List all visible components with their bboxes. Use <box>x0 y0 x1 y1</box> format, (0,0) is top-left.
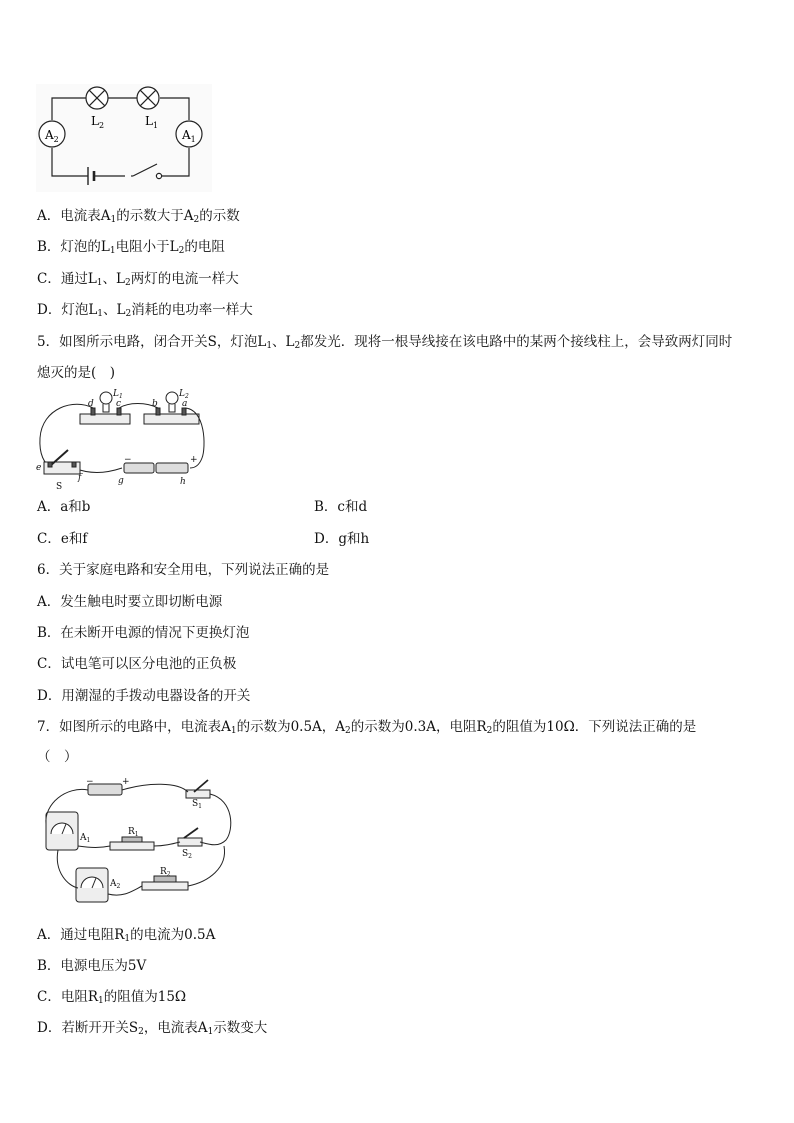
q5-label-s: S <box>56 482 63 492</box>
figure-circuit-q5 <box>34 388 210 492</box>
q5-label-minus: − <box>124 455 132 465</box>
svg-text:A2: $A_2$ <box>45 128 59 144</box>
q6-option-b[interactable]: B．在未断开电源的情况下更换灯泡 <box>37 625 250 641</box>
q5-label-l1: $L_1$ <box>113 389 123 400</box>
q7-option-a[interactable]: A．通过电阻$R_1$的电流为0.5A <box>37 927 216 944</box>
q7-label-a1: $A_1$ <box>80 833 91 844</box>
q5-label-plus: + <box>190 455 198 465</box>
q4-option-b[interactable]: B．灯泡的$L_1$电阻小于$L_2$的电阻 <box>37 239 225 256</box>
q4-option-c[interactable]: C．通过$L_1$、$L_2$两灯的电流一样大 <box>37 271 239 288</box>
q5-stem-line1: 5．如图所示电路，闭合开关S，灯泡$L_1$、$L_2$都发光．现将一根导线接在该电路中的某两个接线柱上，会导致两灯同时 <box>37 334 733 351</box>
q7-option-c[interactable]: C．电阻$R_1$的阻值为15Ω <box>37 989 187 1006</box>
q6-option-d[interactable]: D．用潮湿的手拨动电器设备的开关 <box>37 688 251 704</box>
q5-label-f: f <box>78 473 82 483</box>
q7-stem-line1: 7．如图所示的电路中，电流表$A_1$的示数为0.5A，$A_2$的示数为0.3A，电阻$R_2$的阻值为10Ω．下列说法正确的是 <box>37 719 697 736</box>
q7-label-minus: − <box>86 777 94 787</box>
q5-label-a: a <box>182 399 188 409</box>
q6-option-a[interactable]: A．发生触电时要立即切断电源 <box>37 594 223 610</box>
q7-label-s1: $S_1$ <box>192 799 202 810</box>
figure-circuit-q7 <box>38 776 238 908</box>
q7-option-b[interactable]: B．电源电压为5V <box>37 958 147 974</box>
q4-option-d[interactable]: D．灯泡$L_1$、$L_2$消耗的电功率一样大 <box>37 302 253 319</box>
q5-label-g: g <box>118 476 124 486</box>
q5-label-c: c <box>116 399 122 409</box>
q6-option-c[interactable]: C．试电笔可以区分电池的正负极 <box>37 656 237 672</box>
q5-stem-line2: 熄灭的是( ) <box>37 365 116 381</box>
q7-label-r1: $R_1$ <box>128 827 139 838</box>
q5-label-b: b <box>152 399 158 409</box>
q7-label-plus: + <box>122 777 130 787</box>
q5-label-l2: $L_2$ <box>179 389 189 400</box>
q5-option-b[interactable]: B．c和d <box>314 499 368 515</box>
q5-label-d: d <box>88 399 94 409</box>
q7-stem-line2: （ ） <box>37 749 78 765</box>
q7-label-a2: $A_2$ <box>110 879 121 890</box>
svg-text:L1: $L_1$ <box>145 114 159 130</box>
q7-label-s2: $S_2$ <box>182 849 192 860</box>
q6-stem: 6．关于家庭电路和安全用电，下列说法正确的是 <box>37 562 330 578</box>
q5-option-c[interactable]: C．e和f <box>37 531 88 547</box>
q5-label-e: e <box>36 463 42 473</box>
figure-circuit-1 <box>36 84 212 192</box>
svg-text:A1: $A_1$ <box>182 128 196 144</box>
q5-label-h: h <box>180 477 186 487</box>
q7-label-r2: $R_2$ <box>160 867 171 878</box>
svg-text:L2: $L_2$ <box>91 114 105 130</box>
q5-option-a[interactable]: A．a和b <box>37 499 91 515</box>
q7-option-d[interactable]: D．若断开开关$S_2$，电流表$A_1$示数变大 <box>37 1020 268 1037</box>
q4-option-a[interactable]: A．电流表$A_1$的示数大于$A_2$的示数 <box>37 208 240 225</box>
q5-option-d[interactable]: D．g和h <box>314 531 370 547</box>
